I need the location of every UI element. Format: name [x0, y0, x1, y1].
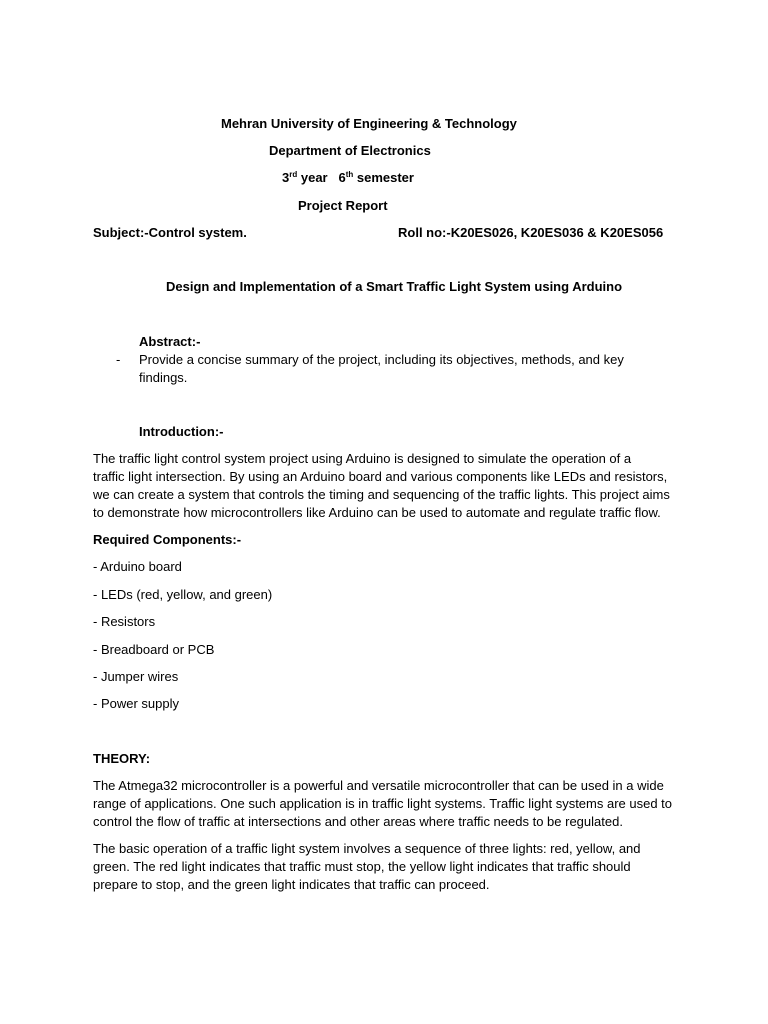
components-heading: Required Components:- — [93, 532, 242, 547]
abstract-bullet: - — [116, 352, 121, 367]
document-title: Design and Implementation of a Smart Traffic Light System using Arduino — [166, 279, 623, 294]
theory-para1-line-3: control the flow of traffic at intersections and other areas where traffic needs to be regulated. — [93, 814, 623, 829]
list-item: - Jumper wires — [93, 669, 179, 684]
introduction-line-2: traffic light intersection. By using an Arduino board and various components like LEDs and resistors, — [93, 469, 668, 484]
semester-number: 6 — [338, 170, 346, 185]
semester-suffix: th — [345, 170, 354, 179]
department-name: Department of Electronics — [269, 143, 431, 158]
abstract-heading: Abstract:- — [139, 334, 201, 349]
theory-para2-line-2: green. The red light indicates that traffic must stop, the yellow light indicates that traffic should — [93, 859, 631, 874]
list-item: - Breadboard or PCB — [93, 642, 215, 657]
abstract-line-1: Provide a concise summary of the project, including its objectives, methods, and key — [139, 352, 624, 367]
year-semester — [282, 169, 414, 187]
theory-heading: THEORY: — [93, 751, 151, 766]
introduction-heading: Introduction:- — [139, 424, 224, 439]
year-word: year — [300, 170, 328, 185]
university-name: Mehran University of Engineering & Technology — [221, 116, 517, 131]
year-number: 3 — [282, 170, 290, 185]
theory-para2-line-1: The basic operation of a traffic light system involves a sequence of three lights: red, yellow, and — [93, 841, 641, 856]
abstract-line-2: findings. — [139, 370, 188, 385]
introduction-line-1: The traffic light control system project using Arduino is designed to simulate the operation of a — [93, 451, 632, 466]
list-item: - Arduino board — [93, 559, 182, 574]
theory-para1-line-1: The Atmega32 microcontroller is a powerful and versatile microcontroller that can be used in a wide — [93, 778, 664, 793]
theory-para1-line-2: range of applications. One such application is in traffic light systems. Traffic light systems are used to — [93, 796, 673, 811]
list-item: - Power supply — [93, 696, 179, 711]
list-item: - LEDs (red, yellow, and green) — [93, 587, 273, 602]
theory-para2-line-3: prepare to stop, and the green light indicates that traffic can proceed. — [93, 877, 490, 892]
year-suffix: rd — [289, 170, 298, 179]
subject-line: Subject:-Control system. — [93, 225, 247, 240]
list-item: - Resistors — [93, 614, 156, 629]
roll-number: Roll no:-K20ES026, K20ES036 & K20ES056 — [398, 225, 664, 240]
introduction-line-3: we can create a system that controls the timing and sequencing of the traffic lights. This project aims — [93, 487, 670, 502]
semester-word: semester — [356, 170, 414, 185]
introduction-line-4: to demonstrate how microcontrollers like Arduino can be used to automate and regulate traffic flow. — [93, 505, 661, 520]
report-type: Project Report — [298, 198, 388, 213]
